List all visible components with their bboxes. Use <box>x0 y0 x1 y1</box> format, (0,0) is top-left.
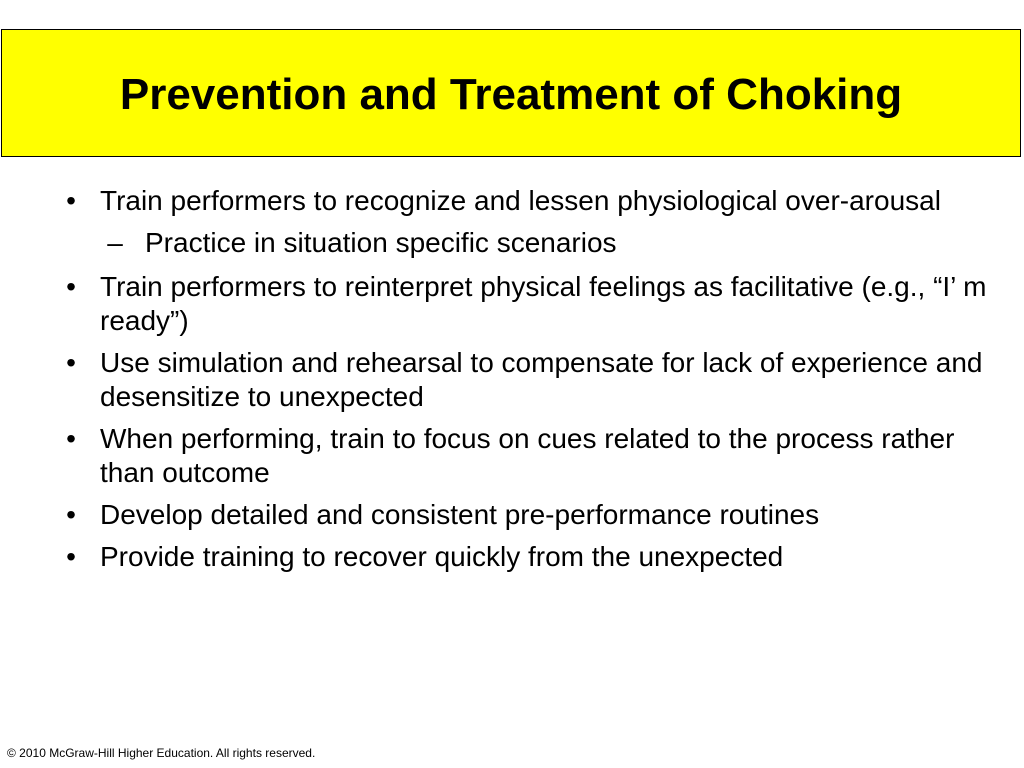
sub-bullet-item-1 <box>100 226 1006 260</box>
slide-title: Prevention and Treatment of Choking <box>119 70 903 119</box>
copyright-footer: © 2010 McGraw-Hill Higher Education. All rights reserved. <box>7 746 316 760</box>
bullet-text-6: Provide training to recover quickly from the unexpected <box>100 541 784 572</box>
bullet-text-3: Use simulation and rehearsal to compensate for lack of experience and desensitize to unexpected <box>100 347 983 412</box>
bullet-list <box>56 184 1006 582</box>
title-box <box>1 29 1021 157</box>
bullet-text-1: Train performers to recognize and lessen physiological over-arousal <box>100 185 941 216</box>
bullet-item-1 <box>56 184 1006 218</box>
bullet-item-3 <box>56 346 1006 414</box>
bullet-item-2 <box>56 270 1006 338</box>
bullet-icon: • <box>66 541 76 572</box>
bullet-text-4: When performing, train to focus on cues related to the process rather than outcome <box>100 423 955 488</box>
bullet-text-5: Develop detailed and consistent pre-performance routines <box>100 499 820 530</box>
bullet-icon: • <box>66 347 76 378</box>
bullet-icon: • <box>66 185 76 216</box>
bullet-item-6 <box>56 540 1006 574</box>
bullet-icon: • <box>66 423 76 454</box>
sub-bullet-text-1: Practice in situation specific scenarios <box>145 227 617 258</box>
dash-icon: – <box>107 227 123 258</box>
bullet-icon: • <box>66 271 76 302</box>
bullet-text-2: Train performers to reinterpret physical feelings as facilitative (e.g., “I’ m ready”) <box>100 271 987 336</box>
bullet-icon: • <box>66 499 76 530</box>
bullet-item-5 <box>56 498 1006 532</box>
bullet-item-4 <box>56 422 1006 490</box>
